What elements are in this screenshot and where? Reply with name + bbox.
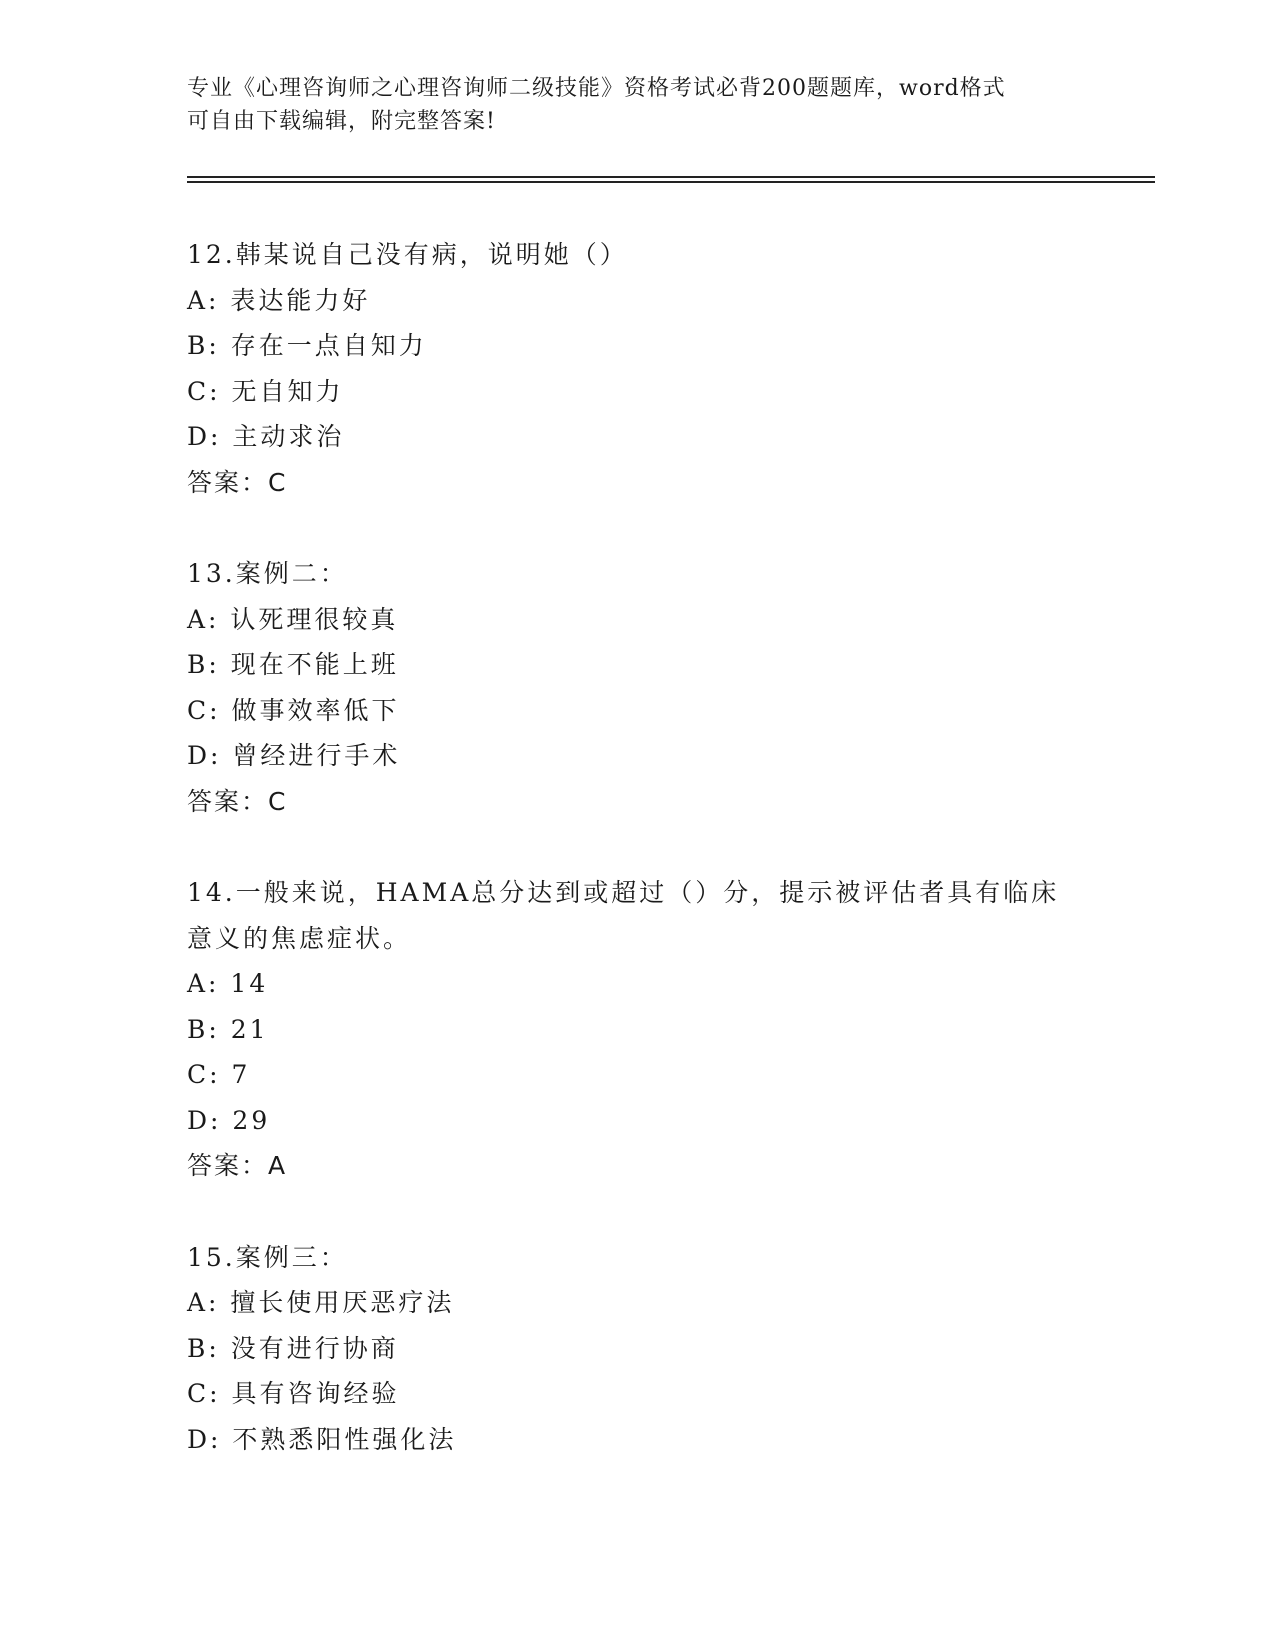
question-13: [187, 551, 1087, 824]
option-c: C: 具有咨询经验: [187, 1379, 400, 1408]
option-b: B: 没有进行协商: [187, 1333, 399, 1363]
header-line-2: 可自由下载编辑，附完整答案!: [187, 109, 496, 134]
header-line-1: 专业《心理咨询师之心理咨询师二级技能》资格考试必背200题题库，word格式: [187, 76, 1006, 101]
question-stem: 15.案例三：: [187, 1242, 348, 1272]
option-a: A: 擅长使用厌恶疗法: [187, 1288, 455, 1317]
option-a: A: 14: [187, 969, 269, 998]
option-a: A: 认死理很较真: [187, 604, 399, 634]
answer-label: 答案：A: [187, 1151, 288, 1180]
option-b: B: 现在不能上班: [187, 650, 399, 679]
question-stem: 13.案例二：: [187, 559, 348, 588]
header-divider-bottom: [187, 181, 1155, 183]
question-stem: 14.一般来说，HAMA总分达到或超过（）分，提示被评估者具有临床意义的焦虑症状。: [187, 878, 1060, 953]
option-b: B: 存在一点自知力: [187, 331, 427, 360]
option-c: C: 做事效率低下: [187, 695, 400, 725]
option-c: C: 7: [187, 1060, 251, 1089]
option-d: D: 主动求治: [187, 422, 345, 451]
answer-label: 答案：C: [187, 786, 288, 816]
answer-label: 答案：C: [187, 467, 288, 497]
question-stem: 12.韩某说自己没有病，说明她（）: [187, 240, 628, 269]
header-divider-top: [187, 176, 1155, 178]
option-a: A: 表达能力好: [187, 285, 371, 315]
option-b: B: 21: [187, 1014, 269, 1044]
option-c: C: 无自知力: [187, 376, 344, 406]
question-list: [187, 232, 1087, 1508]
question-15: [187, 1235, 1087, 1463]
question-12: [187, 232, 1087, 505]
document-header: [187, 72, 1067, 138]
option-d: D: 29: [187, 1105, 271, 1135]
option-d: D: 不熟悉阳性强化法: [187, 1424, 457, 1454]
question-14: [187, 870, 1087, 1189]
option-d: D: 曾经进行手术: [187, 741, 401, 770]
